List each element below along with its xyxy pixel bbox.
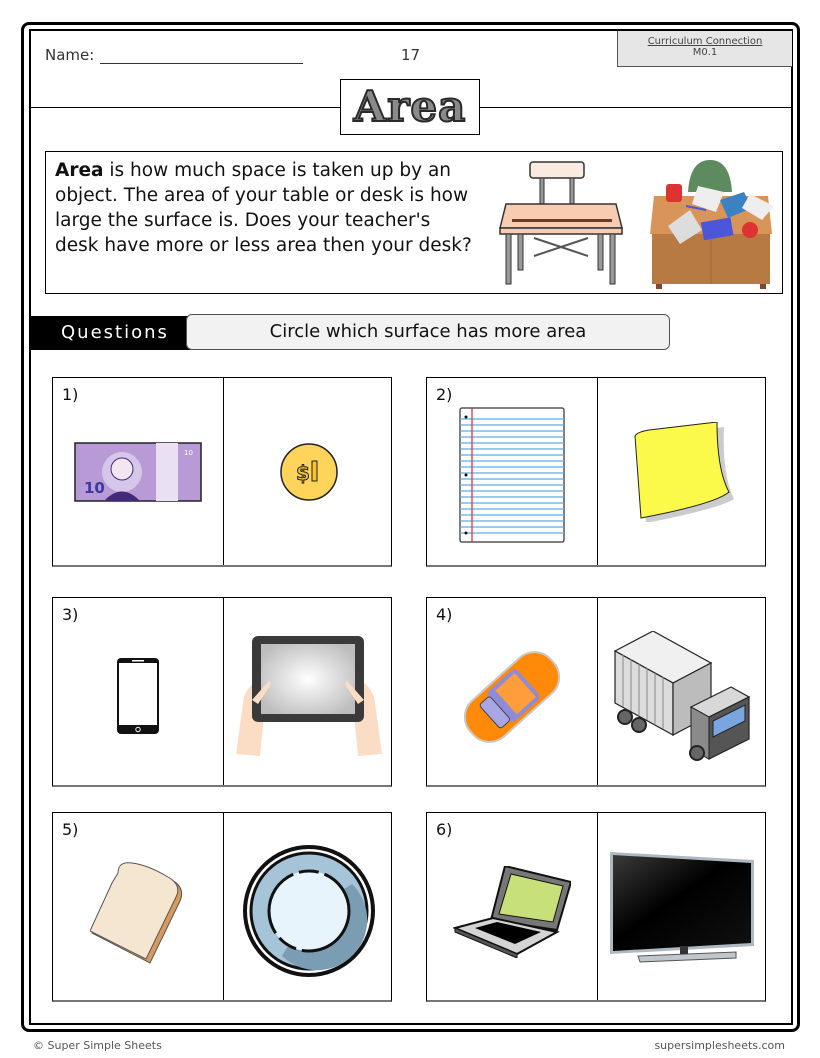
q4-option-left[interactable] <box>427 598 597 785</box>
question-card-3 <box>52 597 392 787</box>
svg-text:10: 10 <box>184 448 193 457</box>
laptop-icon <box>453 866 571 958</box>
footer-copyright: © Super Simple Sheets <box>33 1039 162 1052</box>
question-card-1 <box>52 377 392 567</box>
question-number-1: 1) <box>62 385 79 404</box>
teacher-desk-icon <box>646 156 776 289</box>
question-number-4: 4) <box>436 605 453 624</box>
tablet-icon <box>236 634 382 756</box>
question-number-6: 6) <box>436 820 453 839</box>
q2-option-left[interactable] <box>427 378 597 565</box>
ten-dollar-bill-icon <box>74 442 202 502</box>
curriculum-connection-link[interactable]: Curriculum Connection <box>647 36 763 47</box>
page-title: Area <box>353 82 467 131</box>
question-card-6 <box>426 812 766 1002</box>
question-card-4 <box>426 597 766 787</box>
q5-option-left[interactable] <box>53 813 223 1000</box>
smartphone-icon <box>116 657 160 735</box>
q1-option-left[interactable] <box>53 378 223 565</box>
q1-option-right[interactable] <box>224 378 394 565</box>
questions-label: Questions <box>61 322 169 343</box>
instruction-text: Circle which surface has more area <box>186 314 670 350</box>
question-number-5: 5) <box>62 820 79 839</box>
intro-bold-term: Area <box>55 160 104 181</box>
question-number-2: 2) <box>436 385 453 404</box>
page-number: 17 <box>401 46 421 64</box>
television-icon <box>610 852 756 966</box>
dollar-coin-icon <box>279 442 339 502</box>
sticky-note-icon <box>631 422 735 522</box>
q3-option-left[interactable] <box>53 598 223 785</box>
q3-option-right[interactable] <box>224 598 394 785</box>
intro-body: is how much space is taken up by an object. The area of your table or desk is how large the surface is. Does your teacher's desk have more or less area then your desk? <box>55 160 472 256</box>
svg-text:10: 10 <box>84 478 105 497</box>
curriculum-code: M0.1 <box>692 47 718 58</box>
q4-option-right[interactable] <box>598 598 768 785</box>
q5-option-right[interactable] <box>224 813 394 1000</box>
question-card-5 <box>52 812 392 1002</box>
lined-paper-icon <box>459 407 565 543</box>
question-number-3: 3) <box>62 605 79 624</box>
name-input-line[interactable] <box>100 63 303 64</box>
svg-text:$: $ <box>296 460 310 485</box>
intro-text <box>55 158 475 258</box>
q6-option-left[interactable] <box>427 813 597 1000</box>
car-icon <box>452 639 572 755</box>
intro-panel <box>45 151 783 294</box>
truck-icon <box>613 631 753 761</box>
q6-option-right[interactable] <box>598 813 768 1000</box>
curriculum-connection-box <box>617 31 792 67</box>
name-label: Name: <box>45 46 95 64</box>
footer-website-link[interactable]: supersimplesheets.com <box>654 1039 785 1052</box>
q2-option-right[interactable] <box>598 378 768 565</box>
student-desk-icon <box>496 160 628 288</box>
bread-slice-icon <box>90 861 186 965</box>
plate-icon <box>242 844 376 978</box>
page-title-box <box>340 79 480 135</box>
question-card-2 <box>426 377 766 567</box>
